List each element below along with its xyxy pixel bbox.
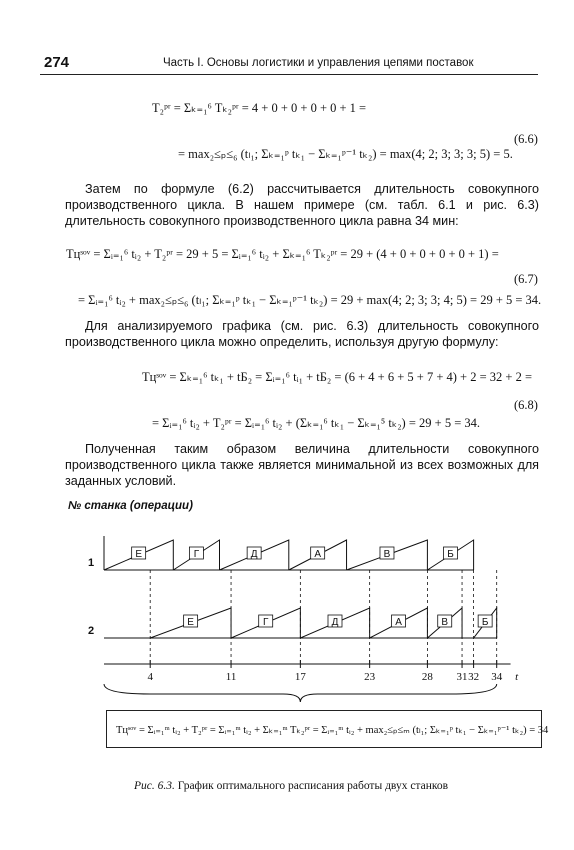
equation-6-7-line-2: = Σᵢ₌₁⁶ tᵢ₂ + max₂≤ₚ≤₆ (tₗ₁; Σₖ₌₁ᵖ tₖ₁ − Σₖ₌₁ᵖ⁻¹ tₖ₂) = 29 + max(4; 2; 3; 3; 4; 5) = 29 + 5 = 34. xyxy=(78,293,542,307)
bracket-brace xyxy=(104,684,497,702)
running-title: Часть I. Основы логистики и управления цепями поставок xyxy=(163,57,474,69)
equation-number-6-8: (6.8) xyxy=(514,398,538,412)
equation-6-8-line-1: Tцˢᵒᵛ = Σₖ₌₁⁶ tₖ₁ + tБ₂ = Σᵢ₌₁⁶ tᵢ₁ + tБ₂ = (6 + 4 + 6 + 5 + 7 + 4) + 2 = 32 + 2 = xyxy=(142,370,532,384)
machine-2-op-label-1: Е xyxy=(187,617,194,628)
tick-label-23: 23 xyxy=(364,671,376,683)
equation-6-6-line-1: T₂ᵖʳ = Σₖ₌₁⁶ Tₖ₂ᵖʳ = 4 + 0 + 0 + 0 + 0 + 1 = xyxy=(152,101,367,115)
formula-box-text: Tцˢᵒᵛ = Σᵢ₌₁ᵐ tᵢ₂ + T₂ᵖʳ = Σᵢ₌₁ᵐ tᵢ₂ + Σₖ₌₁ᵐ Tₖ₂ᵖʳ = Σᵢ₌₁ᵐ tᵢ₂ + max₂≤ₚ≤ₘ (tₗ₁; Σₖ₌₁ᵖ tₖ₁ − Σₖ₌₁ᵖ⁻¹ tₖ₂) = 34 xyxy=(116,725,549,736)
machine-1-op-label-3: Д xyxy=(250,549,258,560)
tick-label-11: 11 xyxy=(225,671,237,683)
paragraph-3: Полученная таким образом величина длительности совокупного производственного цикла также является минимальной из всех возможных для заданных условий. xyxy=(65,442,539,488)
paragraph-2: Для анализируемого графика (см. рис. 6.3) длительность совокупного производственного цикла можно определить, используя другую формулу: xyxy=(65,319,539,349)
machine-1-op-label-6: Б xyxy=(447,549,454,560)
machine-1-op-label-5: В xyxy=(383,549,391,560)
machine-label-2: 2 xyxy=(88,625,95,637)
machine-2-op-label-4: А xyxy=(395,617,402,628)
machine-1-op-label-1: Е xyxy=(135,549,142,560)
axis-unit-label: t xyxy=(515,671,519,683)
equation-6-6-line-2: = max₂≤ₚ≤₆ (tₗ₁; Σₖ₌₁ᵖ tₖ₁ − Σₖ₌₁ᵖ⁻¹ tₖ₂) = max(4; 2; 3; 3; 3; 5) = 5. xyxy=(178,147,513,161)
equation-number-6-7: (6.7) xyxy=(514,272,538,286)
paragraph-1: Затем по формуле (6.2) рассчитывается длительность совокупного производственного цикла. В нашем примере (см. табл. 6.1 и рис. 6.3) длительность совокупного производственного цикла равна 34 мин: xyxy=(65,182,539,228)
page-number: 274 xyxy=(44,54,70,71)
diagram-axis-title: № станка (операции) xyxy=(68,500,193,512)
caption-label: Рис. 6.3. xyxy=(134,780,175,792)
caption-text: График оптимального расписания работы двух станков xyxy=(177,780,449,792)
tick-label-32: 32 xyxy=(468,671,480,683)
tick-label-31: 31 xyxy=(456,671,468,683)
tick-label-28: 28 xyxy=(421,671,433,683)
machine-1-op-label-2: Г xyxy=(193,549,200,560)
machine-2-op-label-2: Г xyxy=(262,617,269,628)
equation-6-7-line-1: Tцˢᵒᵛ = Σᵢ₌₁⁶ tᵢ₂ + T₂ᵖʳ = 29 + 5 = Σᵢ₌₁⁶ tᵢ₂ + Σₖ₌₁⁶ Tₖ₂ᵖʳ = 29 + (4 + 0 + 0 + 0 + 0 + 1) = xyxy=(66,247,499,261)
machine-label-1: 1 xyxy=(88,557,95,569)
tick-label-4: 4 xyxy=(147,671,153,683)
equation-6-8-line-2: = Σᵢ₌₁⁶ tᵢ₂ + T₂ᵖʳ = Σᵢ₌₁⁶ tᵢ₂ + (Σₖ₌₁⁶ tₖ₁ − Σₖ₌₁⁵ tₖ₂) = 29 + 5 = 34. xyxy=(152,416,480,430)
tick-label-17: 17 xyxy=(294,671,306,683)
figure-caption xyxy=(134,780,448,792)
machine-2-op-label-3: Д xyxy=(331,617,339,628)
machine-2-op-label-5: В xyxy=(441,617,449,628)
tick-label-34: 34 xyxy=(491,671,503,683)
machine-1-op-label-4: А xyxy=(314,549,322,560)
machine-2-op-label-6: Б xyxy=(481,617,489,628)
equation-number-6-6: (6.6) xyxy=(514,132,538,146)
